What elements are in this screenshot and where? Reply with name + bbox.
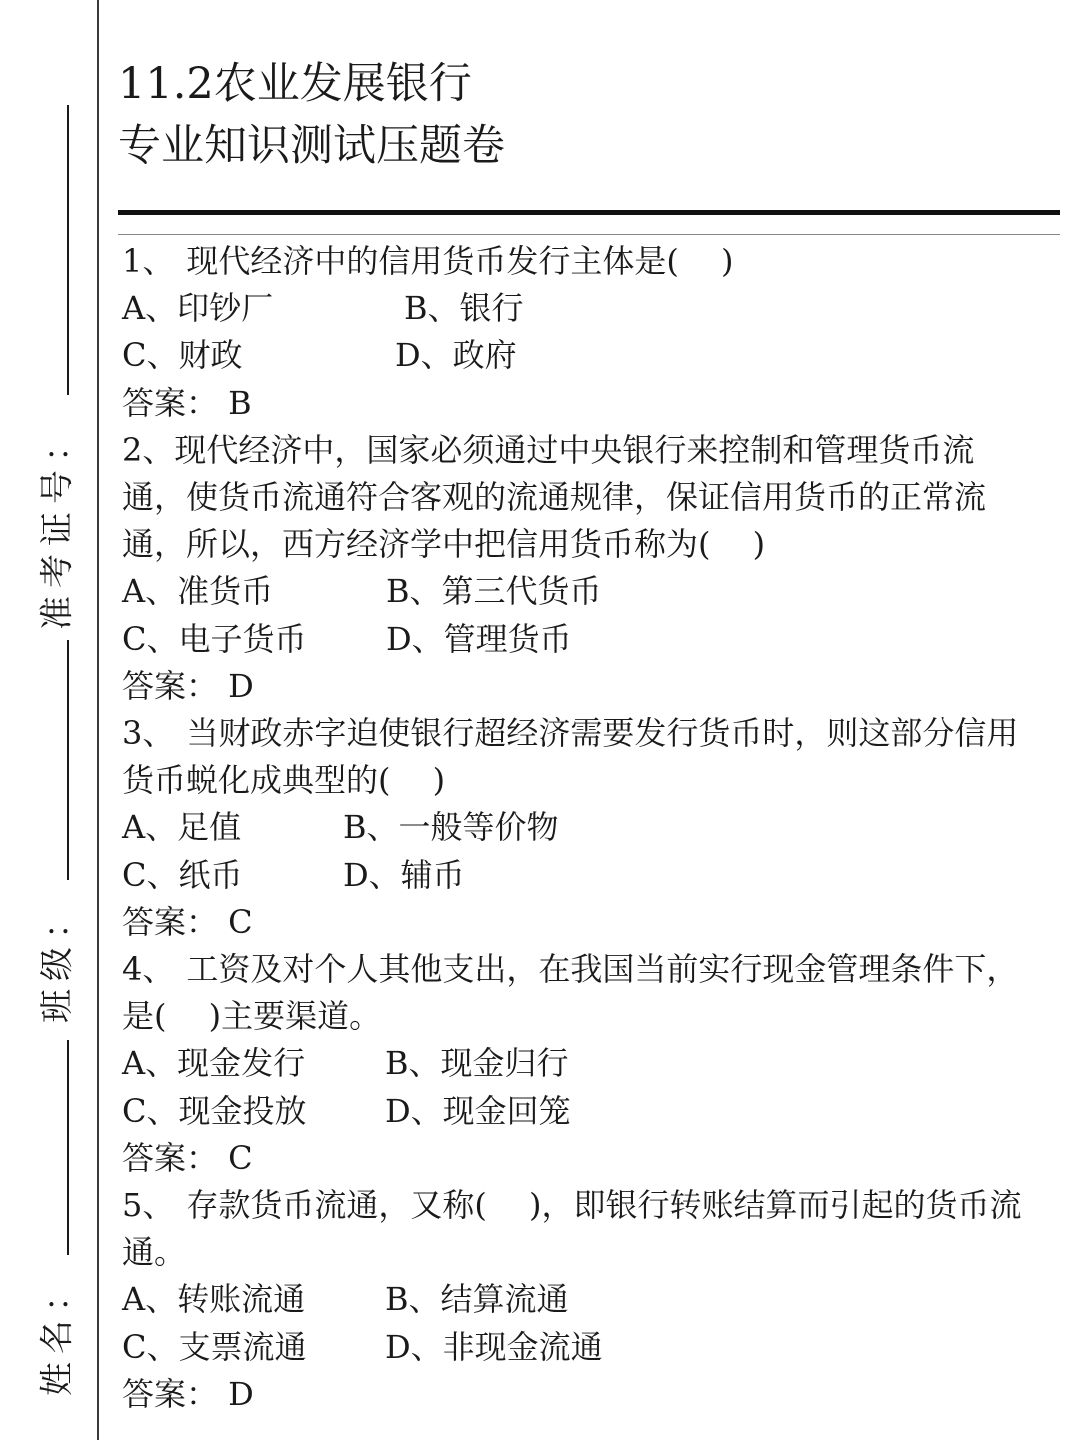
option-c: C、财政 bbox=[122, 336, 243, 375]
question-number: 2、 bbox=[122, 430, 175, 469]
class-label: 班级： bbox=[37, 897, 78, 1023]
option-c: C、支票流通 bbox=[122, 1327, 307, 1366]
title-divider-thin bbox=[118, 234, 1060, 235]
option-a: A、印钞厂 bbox=[122, 289, 274, 328]
question-text: 工资及对个人其他支出，在我国当前实行现金管理条件下，是( )主要渠道。 bbox=[122, 950, 1019, 1036]
option-d: D、现金回笼 bbox=[385, 1091, 571, 1130]
question-text: 现代经济中的信用货币发行主体是( ) bbox=[186, 242, 734, 280]
question-number: 5、 bbox=[122, 1186, 175, 1225]
question-number: 1、 bbox=[122, 242, 175, 280]
option-b: B、第三代货币 bbox=[386, 572, 602, 611]
option-d: D、管理货币 bbox=[386, 619, 572, 658]
option-d: D、非现金流通 bbox=[385, 1327, 603, 1366]
class-fill-line bbox=[67, 640, 69, 880]
answer: 答案： D bbox=[122, 666, 254, 705]
option-a: A、准货币 bbox=[122, 572, 274, 611]
page-title-line1: 11.2农业发展银行 bbox=[118, 59, 472, 109]
option-a: A、足值 bbox=[122, 808, 242, 847]
option-d: D、政府 bbox=[395, 336, 517, 375]
option-c: C、电子货币 bbox=[122, 619, 307, 658]
exam-id-label: 准考证号： bbox=[37, 420, 78, 630]
name-fill-line bbox=[67, 1040, 69, 1255]
question-2 bbox=[122, 427, 1037, 710]
option-b: B、结算流通 bbox=[385, 1280, 569, 1319]
answer: 答案： C bbox=[122, 902, 253, 941]
question-5 bbox=[122, 1182, 1037, 1418]
option-c: C、纸币 bbox=[122, 855, 243, 894]
question-1 bbox=[122, 238, 1037, 427]
page-title-line2: 专业知识测试压题卷 bbox=[118, 121, 505, 171]
option-d: D、辅币 bbox=[343, 855, 465, 894]
title-divider-thick bbox=[118, 210, 1060, 215]
question-4 bbox=[122, 946, 1037, 1182]
option-b: B、银行 bbox=[404, 289, 524, 328]
question-text: 存款货币流通，又称( )，即银行转账结算而引起的货币流通。 bbox=[122, 1186, 1022, 1272]
question-text: 当财政赤字迫使银行超经济需要发行货币时，则这部分信用货币蜕化成典型的( ) bbox=[122, 714, 1019, 800]
option-a: A、现金发行 bbox=[122, 1044, 306, 1083]
question-number: 3、 bbox=[122, 714, 175, 753]
answer: 答案： D bbox=[122, 1374, 254, 1413]
question-3 bbox=[122, 710, 1037, 946]
option-b: B、一般等价物 bbox=[343, 808, 559, 847]
option-c: C、现金投放 bbox=[122, 1091, 307, 1130]
question-number: 4、 bbox=[122, 950, 175, 989]
question-list bbox=[122, 238, 1037, 1418]
question-text: 现代经济中，国家必须通过中央银行来控制和管理货币流通，使货币流通符合客观的流通规律，保证信用货币的正常流通，所以，西方经济学中把信用货币称为( ) bbox=[122, 430, 987, 564]
answer: 答案： B bbox=[122, 383, 252, 422]
exam-id-fill-line bbox=[67, 105, 69, 395]
binding-margin-rule bbox=[97, 0, 99, 1440]
option-b: B、现金归行 bbox=[385, 1044, 569, 1083]
name-label: 姓名： bbox=[37, 1270, 78, 1396]
option-a: A、转账流通 bbox=[122, 1280, 306, 1319]
answer: 答案： C bbox=[122, 1138, 253, 1177]
